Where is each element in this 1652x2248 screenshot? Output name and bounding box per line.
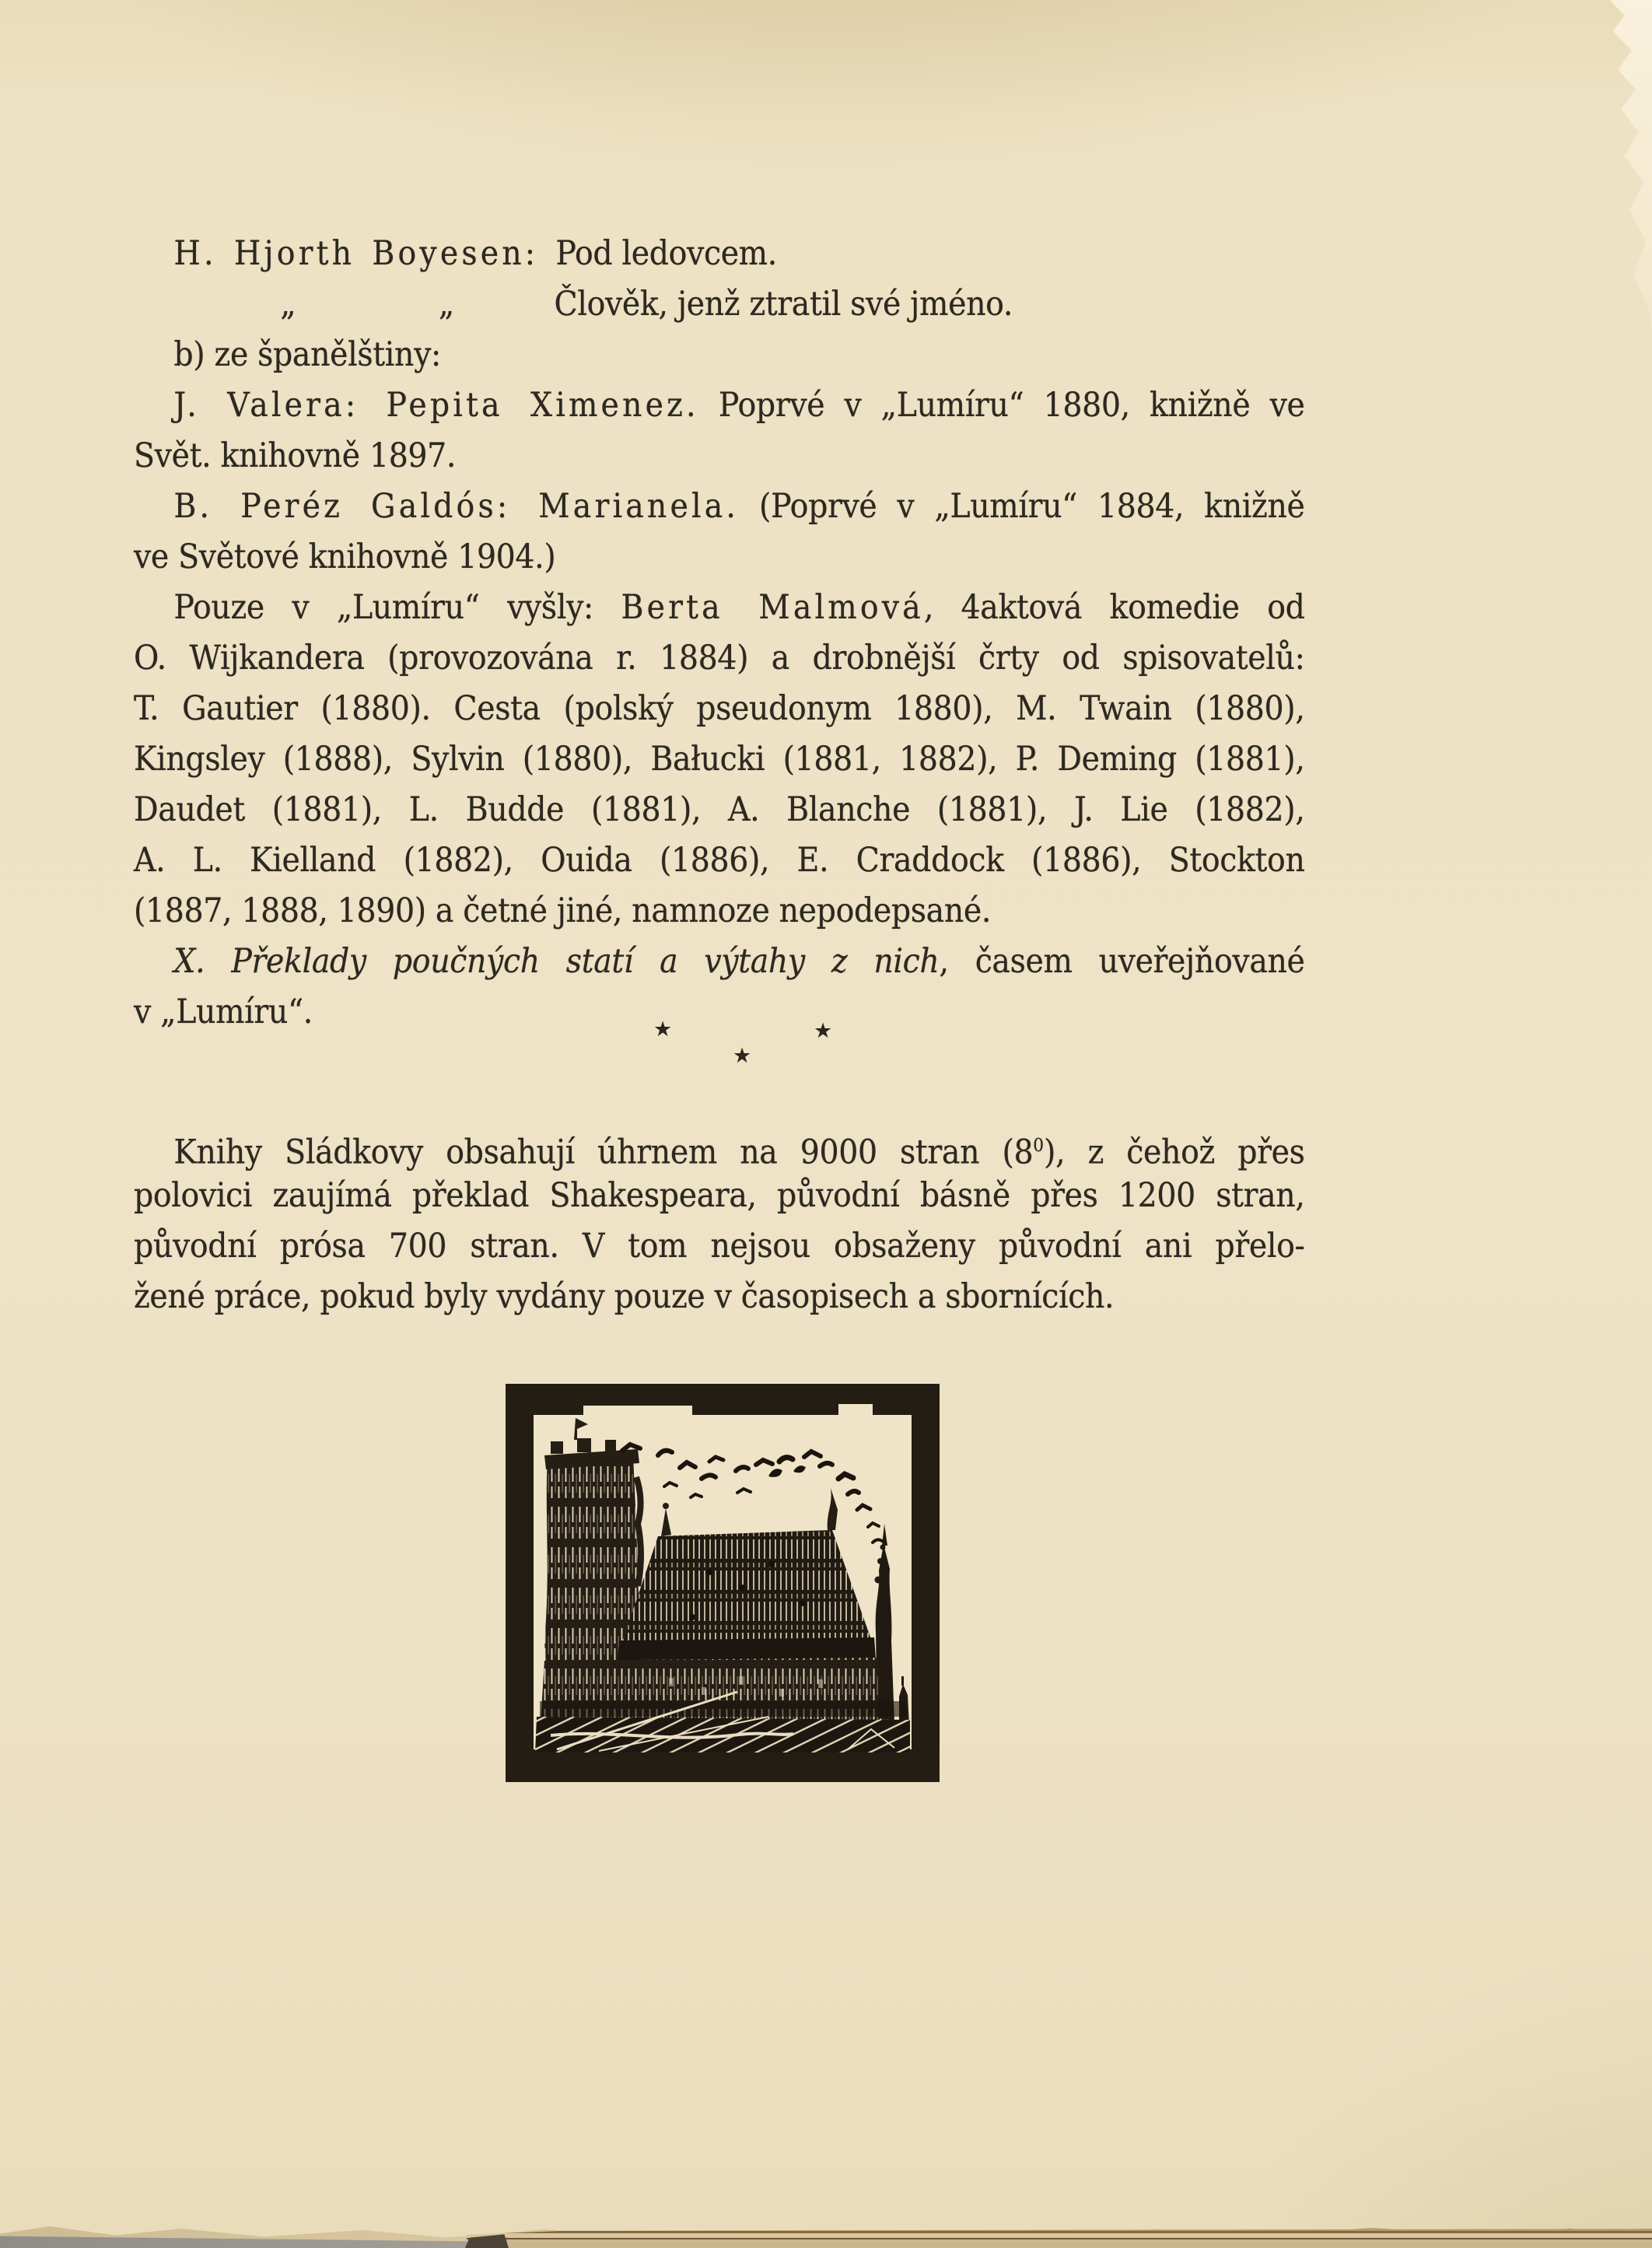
text-segment: Svět. knihovně 1897. bbox=[134, 436, 457, 475]
star-icon: ★ bbox=[814, 1019, 833, 1043]
star-separator bbox=[650, 1011, 837, 1073]
star-icon: ★ bbox=[653, 1017, 673, 1042]
text-segment: A. L. Kielland (1882), Ouida (1886), E. Craddock (1886), Stockton bbox=[134, 841, 1305, 880]
text-segment: (Poprvé v „Lumíru“ 1884, knižně bbox=[739, 487, 1305, 526]
torn-page-corner bbox=[1601, 0, 1652, 389]
text-segment: b) ze španělštiny: bbox=[173, 335, 441, 374]
text-segment: , 4aktová komedie od bbox=[923, 588, 1305, 627]
text-line bbox=[134, 431, 1305, 481]
text-segment: „ bbox=[280, 285, 296, 324]
text-segment: v „Lumíru“. bbox=[134, 993, 313, 1031]
text-line bbox=[134, 583, 1305, 633]
text-segment: ve Světové knihovně 1904.) bbox=[134, 537, 556, 576]
text-segment: O. Wijkandera (provozována r. 1884) a drobnější črty od spisovatelů: bbox=[134, 639, 1305, 678]
text-segment: X. Překlady poučných statí a výtahy z nich bbox=[173, 942, 940, 981]
text-line bbox=[134, 330, 1305, 380]
text-segment: žené práce, pokud byly vydány pouze v časopisech a sbornících. bbox=[134, 1277, 1115, 1316]
text-line bbox=[134, 835, 1305, 886]
text-line bbox=[134, 279, 1305, 330]
text-segment: Berta Malmová bbox=[621, 588, 924, 627]
text-line bbox=[134, 937, 1305, 987]
text-line bbox=[134, 481, 1305, 532]
text-line bbox=[134, 1221, 1305, 1272]
text-line bbox=[134, 532, 1305, 583]
text-line bbox=[134, 229, 1305, 279]
closing-paragraph bbox=[134, 1120, 1305, 1322]
text-line bbox=[134, 886, 1305, 937]
text-segment: „ bbox=[438, 285, 454, 324]
text-segment: polovici zaujímá překlad Shakespeara, původní básně přes 1200 stran, bbox=[134, 1176, 1305, 1215]
text-line bbox=[134, 785, 1305, 835]
text-segment: Člověk, jenž ztratil své jméno. bbox=[554, 285, 1013, 324]
text-segment: Daudet (1881), L. Budde (1881), A. Blanche (1881), J. Lie (1882), bbox=[134, 790, 1305, 829]
text-segment: J. Valera: Pepita Ximenez. bbox=[173, 386, 699, 425]
text-segment: Poprvé v „Lumíru“ 1880, knižně ve bbox=[698, 386, 1305, 425]
text-segment: T. Gautier (1880). Cesta (polský pseudonym 1880), M. Twain (1880), bbox=[134, 689, 1305, 728]
text-segment: B. Peréz Galdós: Marianela. bbox=[173, 487, 740, 526]
text-line bbox=[134, 380, 1305, 431]
text-block bbox=[134, 229, 1305, 1042]
text-line bbox=[134, 633, 1305, 684]
woodcut-svg bbox=[506, 1384, 940, 1782]
text-segment: Pod ledovcem. bbox=[555, 234, 777, 273]
star-icon: ★ bbox=[733, 1044, 752, 1068]
text-segment: (1887, 1888, 1890) a četné jiné, namnoze nepodepsané. bbox=[134, 891, 992, 930]
text-segment: Pouze v „Lumíru“ vyšly: bbox=[173, 588, 621, 627]
text-segment: , časem uveřejňované bbox=[939, 942, 1305, 981]
text-segment: ), z čehož přes bbox=[1044, 1133, 1305, 1172]
woodcut-illustration bbox=[506, 1384, 940, 1782]
text-segment: původní prósa 700 stran. V tom nejsou obsaženy původní ani přelo- bbox=[134, 1227, 1305, 1266]
text-segment: Kingsley (1888), Sylvin (1880), Bałucki (1881, 1882), P. Deming (1881), bbox=[134, 740, 1305, 779]
text-segment: Knihy Sládkovy obsahují úhrnem na 9000 stran (8 bbox=[173, 1133, 1034, 1172]
text-segment: 0 bbox=[1033, 1134, 1045, 1156]
text-line bbox=[134, 684, 1305, 734]
text-line bbox=[134, 1171, 1305, 1221]
text-line bbox=[134, 1120, 1305, 1171]
text-line bbox=[134, 734, 1305, 785]
text-line bbox=[134, 1272, 1305, 1322]
text-segment: H. Hjorth Boyesen: bbox=[173, 234, 556, 273]
underlying-page-edges bbox=[467, 2228, 1652, 2248]
